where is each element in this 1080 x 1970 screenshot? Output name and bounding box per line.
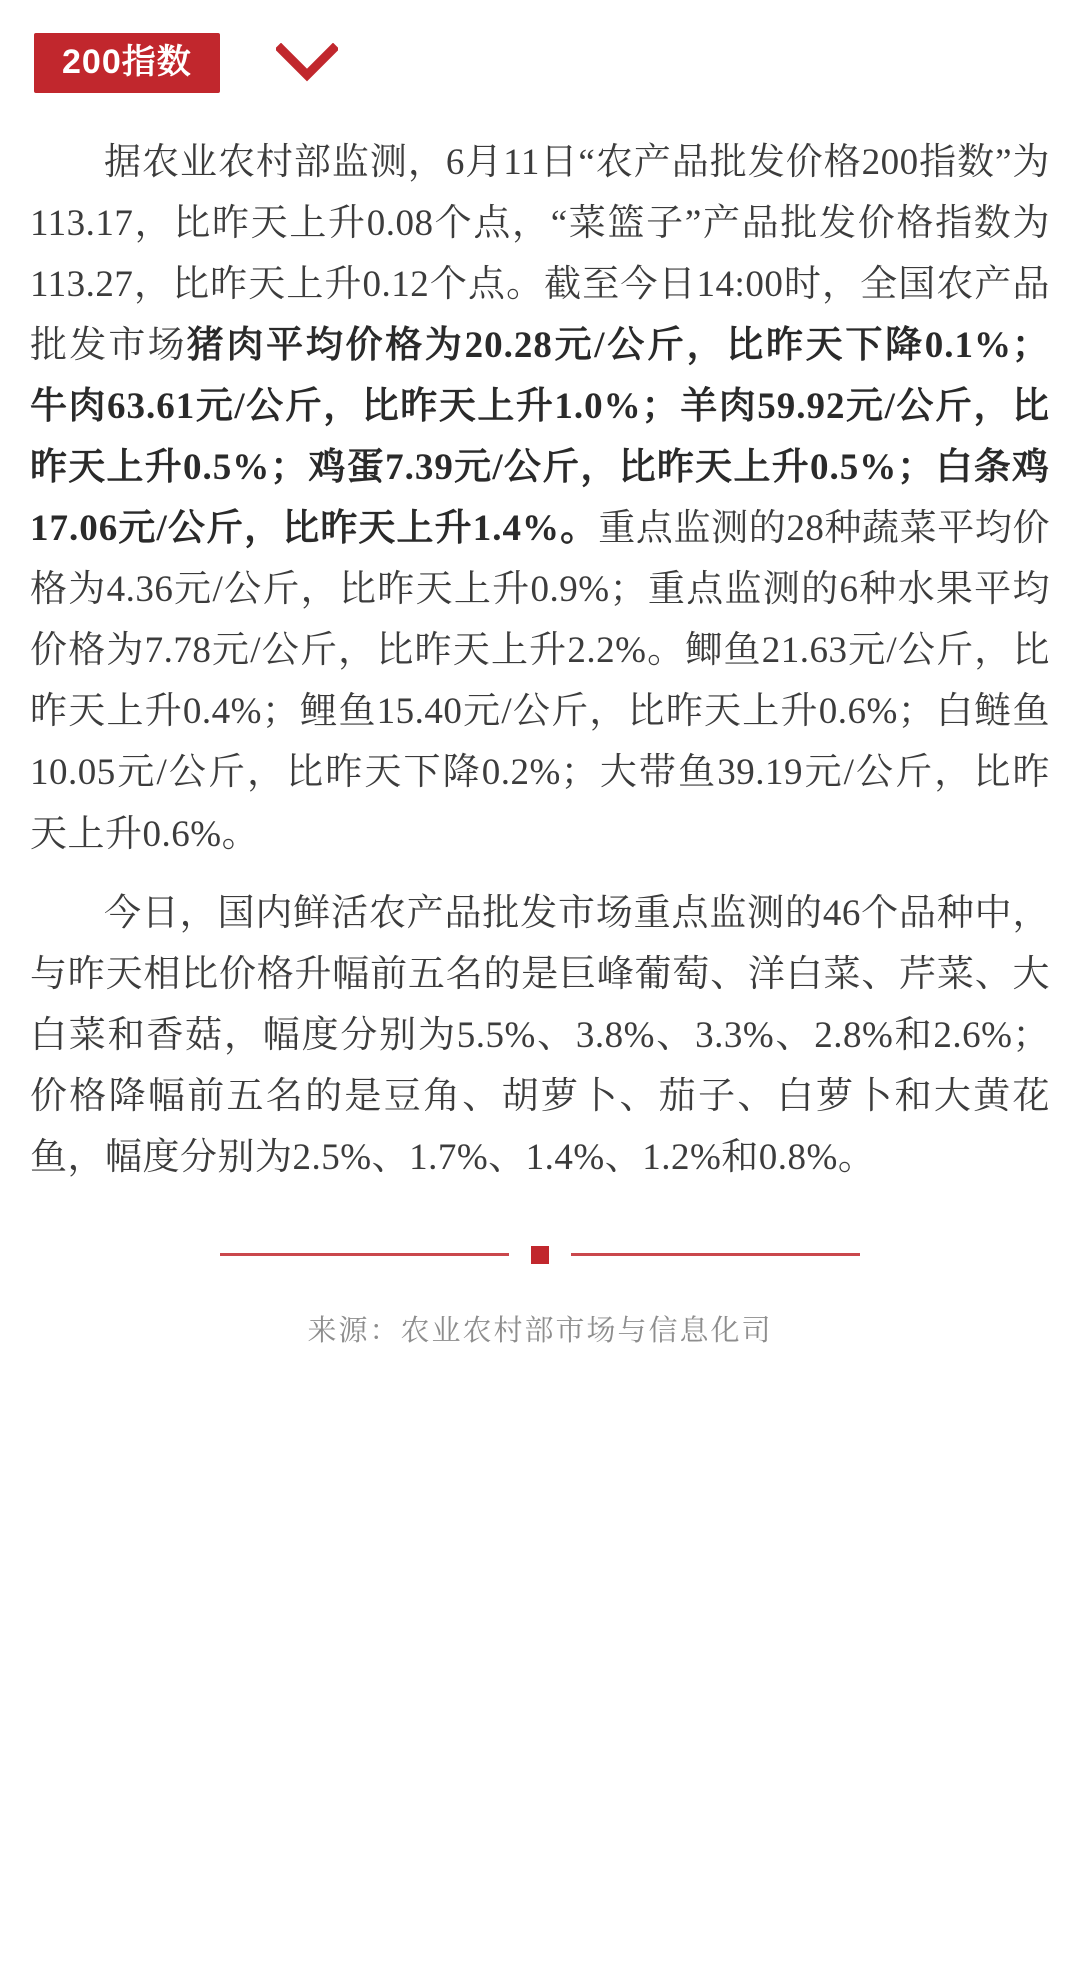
paragraph-1-lead: 据农业农村部监测，6月11日“农产品批发价格200指数”为113.17，比昨天上升0.08个点，“菜篮子”产品批发价格指数为113.27，比昨天上升0.12个点。截至今日14:00时，全国农产品批发市场 <box>30 142 1050 367</box>
paragraph-top-movers: 今日，国内鲜活农产品批发市场重点监测的46个品种中，与昨天相比价格升幅前五名的是巨峰葡萄、洋白菜、芹菜、大白菜和香菇，幅度分别为5.5%、3.8%、3.3%、2.8%和2.6%；价格降幅前五名的是豆角、胡萝卜、茄子、白萝卜和大黄花鱼，幅度分别为2.5%、1.7%、1.4%、1.2%和0.8%。 <box>30 892 1050 1178</box>
article-body <box>0 96 1080 1188</box>
page-header <box>0 0 1080 96</box>
paragraph-price-index <box>30 132 1050 865</box>
divider-line-right <box>571 1253 860 1256</box>
section-divider <box>220 1246 860 1264</box>
paragraph-1-tail: 重点监测的28种蔬菜平均价格为4.36元/公斤，比昨天上升0.9%；重点监测的6种水果平均价格为7.78元/公斤，比昨天上升2.2%。鲫鱼21.63元/公斤，比昨天上升0.4%；鲤鱼15.40元/公斤，比昨天上升0.6%；白鲢鱼10.05元/公斤，比昨天下降0.2%；大带鱼39.19元/公斤，比昨天上升0.6%。 <box>30 508 1051 855</box>
paragraph-1-bold-prices: 猪肉平均价格为20.28元/公斤，比昨天下降0.1%；牛肉63.61元/公斤，比昨天上升1.0%；羊肉59.92元/公斤，比昨天上升0.5%；鸡蛋7.39元/公斤，比昨天上升0.5%；白条鸡17.06元/公斤，比昨天上升1.4%。 <box>30 325 1051 550</box>
chevron-down-icon[interactable] <box>276 43 338 83</box>
divider-line-left <box>220 1253 509 1256</box>
divider-dot <box>531 1246 549 1264</box>
source-credit: 来源：农业农村部市场与信息化司 <box>307 1314 773 1347</box>
section-tag-200-index[interactable]: 200指数 <box>34 33 220 93</box>
